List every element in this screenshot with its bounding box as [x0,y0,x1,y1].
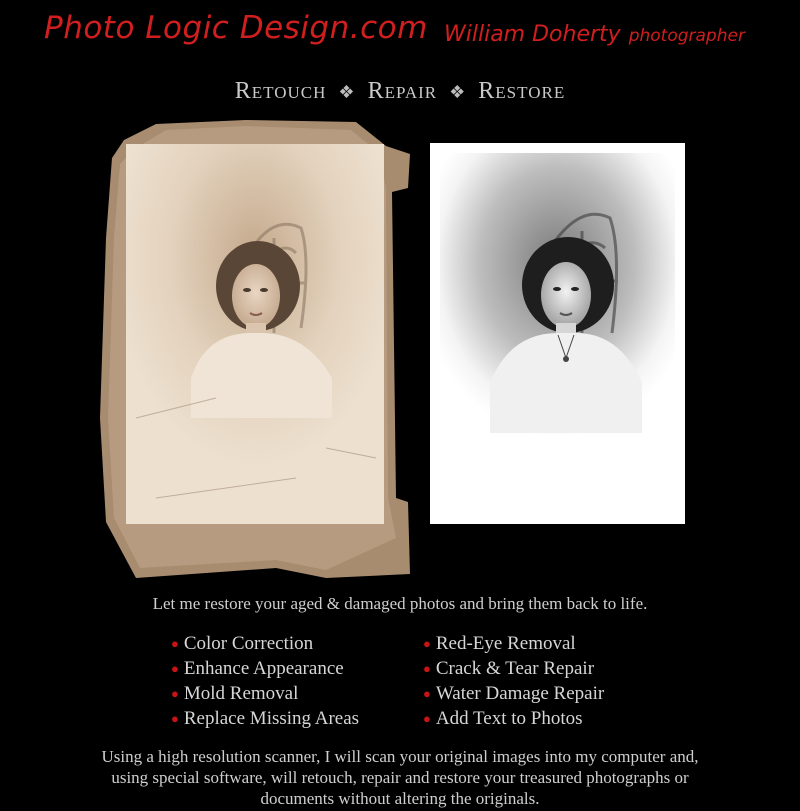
site-header [0,0,800,70]
site-logo[interactable]: Photo Logic Design.com [44,10,428,46]
author-name: William Doherty [444,22,621,47]
bullet-icon: ● [423,636,431,651]
author-role: photographer [628,26,745,46]
service-label: Color Correction [183,633,314,654]
service-description: Using a high resolution scanner, I will scan your original images into my computer and, using special software, will retouch, repair and restore your treasured photographs or documents without altering the originals. [101,747,699,808]
service-label: Add Text to Photos [435,708,583,729]
service-label: Replace Missing Areas [183,708,360,729]
after-photo [430,143,685,524]
service-label: Red-Eye Removal [435,633,576,654]
service-item [171,632,359,657]
service-item [171,682,359,707]
tagline-retouch: Retouch [234,78,327,104]
tagline [0,78,800,105]
service-item [171,707,359,732]
intro-text: Let me restore your aged & damaged photos and bring them back to life. [152,594,648,613]
diamond-separator-icon: ❖ [338,82,356,102]
service-item [423,707,604,732]
service-item [423,657,604,682]
bullet-icon: ● [171,661,179,676]
diamond-separator-icon: ❖ [449,82,467,102]
tagline-repair: Repair [367,78,438,104]
service-item [423,632,604,657]
service-label: Enhance Appearance [183,658,344,679]
service-label: Crack & Tear Repair [435,658,595,679]
bullet-icon: ● [423,711,431,726]
photographer-credit [444,22,745,47]
service-label: Mold Removal [183,683,299,704]
bullet-icon: ● [423,661,431,676]
services-list-left [171,632,359,732]
before-photo [96,118,412,580]
service-label: Water Damage Repair [435,683,605,704]
bullet-icon: ● [171,711,179,726]
bullet-icon: ● [171,636,179,651]
services-list-right [423,632,604,732]
service-item [171,657,359,682]
bullet-icon: ● [423,686,431,701]
tagline-restore: Restore [478,78,566,104]
bullet-icon: ● [171,686,179,701]
service-item [423,682,604,707]
